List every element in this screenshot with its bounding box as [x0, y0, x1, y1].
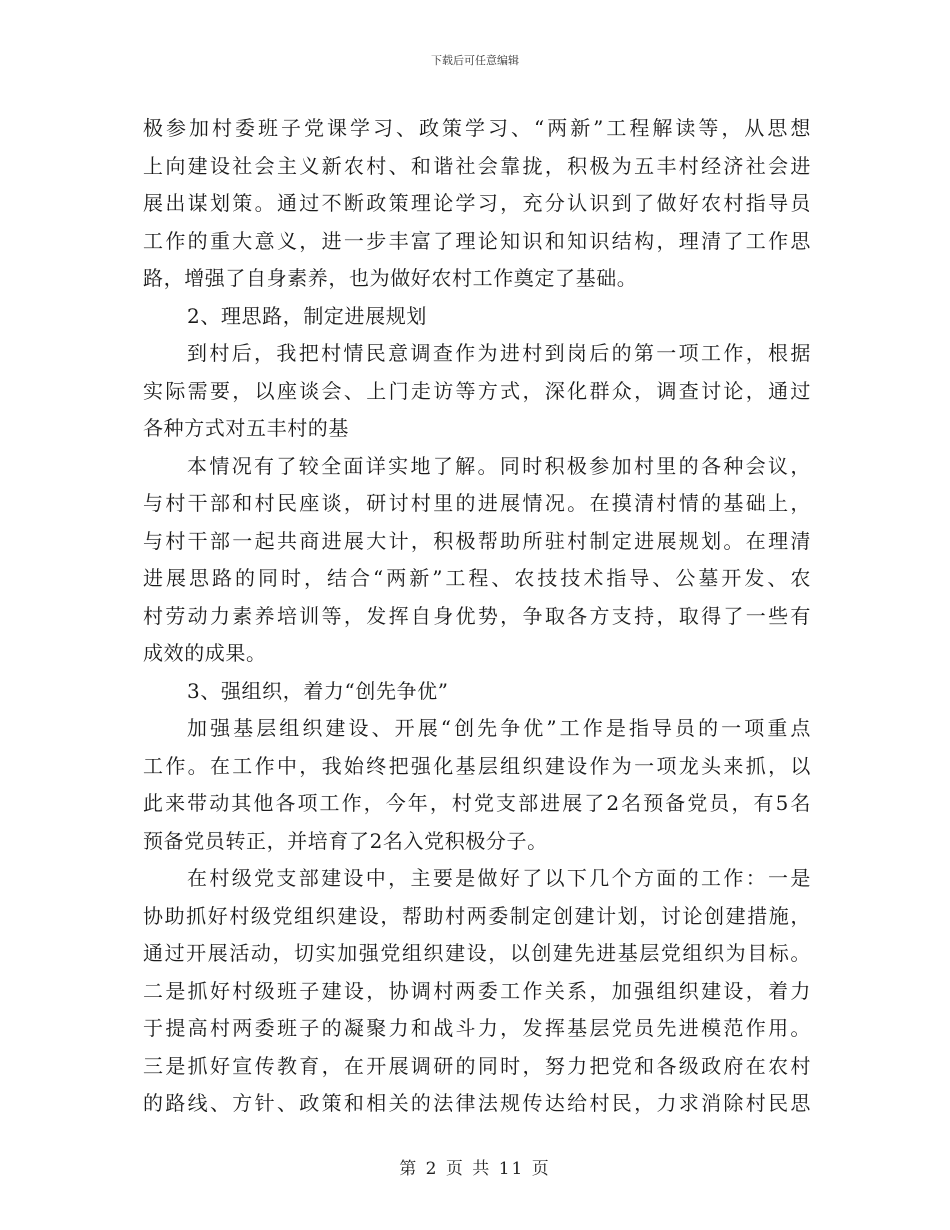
text-line: 与村干部和村民座谈，研讨村里的进展情况。在摸清村情的基础上，: [143, 491, 811, 515]
text-line: 工作的重大意义，进一步丰富了理论知识和知识结构，理清了工作思: [143, 228, 811, 253]
text-line: 在村级党支部建设中，主要是做好了以下几个方面的工作：一是: [187, 866, 811, 890]
text-line: 加强基层组织建设、开展“创先争优”工作是指导员的一项重点: [187, 716, 811, 740]
text-line: 的路线、方针、政策和相关的法律法规传达给村民，力求消除村民思: [143, 1091, 811, 1115]
text-line: 通过开展活动，切实加强党组织建设，以创建先进基层党组织为目标。: [143, 941, 811, 965]
text-line: 到村后，我把村情民意调查作为进村到岗后的第一项工作，根据: [187, 341, 811, 365]
text-line: 二是抓好村级班子建设，协调村两委工作关系，加强组织建设，着力: [143, 978, 811, 1003]
text-line: 于提高村两委班子的凝聚力和战斗力，发挥基层党员先进模范作用。: [143, 1016, 811, 1040]
text-line: 展出谋划策。通过不断政策理论学习，充分认识到了做好农村指导员: [143, 191, 811, 215]
text-line: 工作。在工作中，我始终把强化基层组织建设作为一项龙头来抓，以: [143, 753, 811, 778]
text-line: 预备党员转正，并培育了2名入党积极分子。: [143, 828, 548, 853]
text-line: 路，增强了自身素养，也为做好农村工作奠定了基础。: [143, 266, 638, 290]
text-line: 进展思路的同时，结合“两新”工程、农技技术指导、公墓开发、农: [143, 566, 811, 590]
text-line: 实际需要，以座谈会、上门走访等方式，深化群众，调查讨论，通过: [143, 378, 811, 403]
text-line: 协助抓好村级党组织建设，帮助村两委制定创建计划，讨论创建措施，: [143, 903, 811, 928]
document-body: [143, 110, 811, 1123]
text-line: 三是抓好宣传教育，在开展调研的同时，努力把党和各级政府在农村: [143, 1053, 811, 1078]
page-header: 下载后可任意编辑: [431, 54, 519, 67]
text-line: 极参加村委班子党课学习、政策学习、“两新”工程解读等，从思想: [143, 116, 811, 140]
text-line: 村劳动力素养培训等，发挥自身优势，争取各方支持，取得了一些有: [143, 603, 811, 628]
text-line: 成效的成果。: [143, 641, 267, 665]
text-line: 各种方式对五丰村的基: [143, 416, 349, 440]
text-line: 本情况有了较全面详实地了解。同时积极参加村里的各种会议，: [187, 453, 811, 478]
text-line: 3、强组织，着力“创先争优”: [187, 678, 449, 703]
text-line: 上向建设社会主义新农村、和谐社会靠拢，积极为五丰村经济社会进: [143, 153, 811, 178]
text-line: 2、理思路，制定进展规划: [187, 303, 427, 328]
text-line: 此来带动其他各项工作，今年，村党支部进展了2名预备党员，有5名: [143, 791, 811, 815]
text-line: 与村干部一起共商进展大计，积极帮助所驻村制定进展规划。在理清: [143, 528, 811, 553]
page-footer: 第 2 页 共 11 页: [399, 1159, 551, 1179]
